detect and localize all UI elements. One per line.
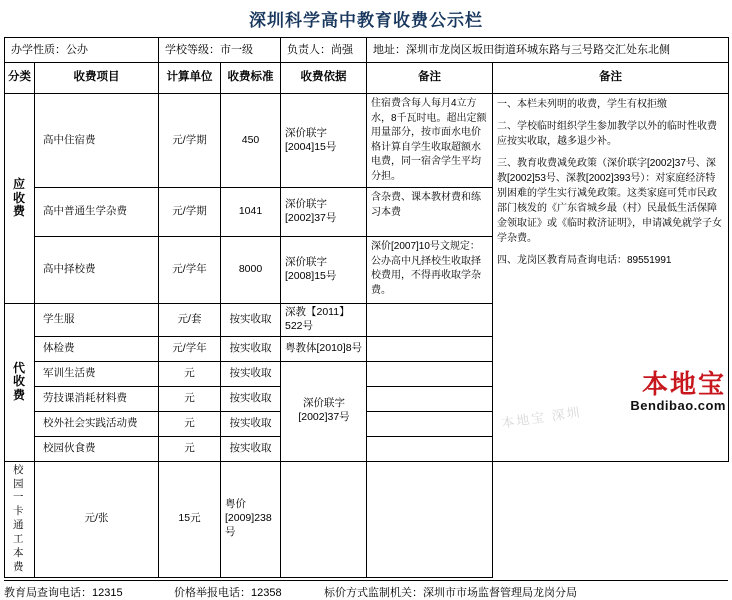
school-level-label: 学校等级： xyxy=(165,43,220,56)
footer-inquiry-phone: 教育局查询电话：12315 xyxy=(4,586,123,599)
header-remark-left: 备注 xyxy=(367,63,493,94)
principal-value: 尚强 xyxy=(331,43,353,56)
page-title: 深圳科学高中教育收费公示栏 xyxy=(249,11,483,30)
watermark-en: Bendibao.com xyxy=(630,398,726,414)
fee-unit: 元/套 xyxy=(159,304,221,337)
fee-remark xyxy=(367,386,493,411)
footer-bar xyxy=(4,580,728,600)
footer-supervisor: 标价方式监制机关：深圳市市场监督管理局龙岗分局 xyxy=(324,586,577,599)
fee-standard: 450 xyxy=(221,94,281,188)
address-cell xyxy=(367,38,729,63)
fee-item-name: 校园一卡通工本费 xyxy=(5,461,35,577)
fee-basis: 深价联字[2008]15号 xyxy=(281,237,367,304)
fee-unit: 元 xyxy=(159,436,221,461)
fee-disclosure-table xyxy=(4,37,729,578)
fee-standard: 按实收取 xyxy=(221,386,281,411)
fee-standard: 按实收取 xyxy=(221,361,281,386)
fee-standard: 1041 xyxy=(221,188,281,237)
fee-item-name: 校外社会实践活动费 xyxy=(35,411,159,436)
category-label: 代收费 xyxy=(12,360,26,403)
fee-basis: 深教【2011】522号 xyxy=(281,304,367,337)
fee-item-name: 高中住宿费 xyxy=(35,94,159,188)
fee-basis: 粤价[2009]238号 xyxy=(221,461,281,577)
fee-item-name: 高中择校费 xyxy=(35,237,159,304)
fee-unit: 元/学期 xyxy=(159,188,221,237)
note-item: 一、本栏未列明的收费，学生有权拒缴 xyxy=(497,99,667,110)
fee-item-name: 军训生活费 xyxy=(35,361,159,386)
fee-standard: 8000 xyxy=(221,237,281,304)
fee-standard: 按实收取 xyxy=(221,336,281,361)
fee-remark: 住宿费含每人每月4立方水，8千瓦时电。超出定额用量部分，按市面水电价格计算自学生收取超额水电费，同一宿舍学生平均分担。 xyxy=(367,94,493,188)
notes-cell-spill xyxy=(367,461,493,577)
fee-item-name: 学生服 xyxy=(35,304,159,337)
address-label: 地址： xyxy=(373,43,406,56)
fee-unit: 元/学期 xyxy=(159,94,221,188)
fee-remark xyxy=(281,461,367,577)
fee-standard: 按实收取 xyxy=(221,304,281,337)
fee-item-name: 劳技课消耗材料费 xyxy=(35,386,159,411)
fee-basis: 深价联字[2004]15号 xyxy=(281,94,367,188)
note-item: 三、教育收费减免政策（深价联字[2002]37号、深教[2002]53号、深教[2002]393号）：对家庭经济特别困难的学生实行减免政策。这类家庭可凭市民政部门核发的《广东省城乡最（村）民最低生活保障金领取证》或《临时救济证明》，申请减免就学子女学杂费。 xyxy=(497,158,722,244)
school-nature-label: 办学性质： xyxy=(11,43,66,56)
fee-standard: 按实收取 xyxy=(221,411,281,436)
table-header-row xyxy=(5,63,729,94)
fee-item-name: 高中普通生学杂费 xyxy=(35,188,159,237)
school-nature-value: 公办 xyxy=(66,43,88,56)
school-info-row xyxy=(5,38,729,63)
school-level-value: 市一级 xyxy=(220,43,253,56)
fee-remark xyxy=(367,336,493,361)
header-unit: 计算单位 xyxy=(159,63,221,94)
principal-cell xyxy=(281,38,367,63)
fee-item-name: 校园伙食费 xyxy=(35,436,159,461)
school-nature-cell xyxy=(5,38,159,63)
header-standard: 收费标准 xyxy=(221,63,281,94)
header-category: 分类 xyxy=(5,63,35,94)
fee-unit: 元 xyxy=(159,361,221,386)
principal-label: 负责人： xyxy=(287,43,331,56)
note-item: 四、龙岗区教育局查询电话：89551991 xyxy=(497,255,672,266)
category-label: 应收费 xyxy=(12,176,26,219)
fee-unit: 元/学年 xyxy=(159,237,221,304)
note-item: 二、学校临时组织学生参加教学以外的临时性收费应按实收取，越多退少补。 xyxy=(497,121,717,147)
header-basis: 收费依据 xyxy=(281,63,367,94)
school-level-cell xyxy=(159,38,281,63)
address-value: 深圳市龙岗区坂田街道环城东路与三号路交汇处东北侧 xyxy=(406,43,670,56)
fee-unit: 元/张 xyxy=(35,461,159,577)
watermark-ghost: 本地宝 深圳 xyxy=(500,404,583,431)
footer-complaint-phone: 价格举报电话：12358 xyxy=(174,586,282,599)
fee-remark xyxy=(367,436,493,461)
fee-basis: 深价联字[2002]37号 xyxy=(281,361,367,461)
fee-standard: 按实收取 xyxy=(221,436,281,461)
fee-unit: 元 xyxy=(159,386,221,411)
fee-item-name: 体检费 xyxy=(35,336,159,361)
category-required-fees xyxy=(5,94,35,304)
watermark-cn: 本地宝 xyxy=(641,369,726,400)
table-row xyxy=(5,94,729,188)
table-row xyxy=(5,461,729,577)
fee-remark: 含杂费、课本教材费和练习本费 xyxy=(367,188,493,237)
fee-remark xyxy=(367,361,493,386)
category-collected-fees xyxy=(5,304,35,462)
header-fee-item: 收费项目 xyxy=(35,63,159,94)
fee-remark xyxy=(367,304,493,337)
fee-unit: 元/学年 xyxy=(159,336,221,361)
fee-basis: 深价联字[2002]37号 xyxy=(281,188,367,237)
fee-basis: 粤教体[2010]8号 xyxy=(281,336,367,361)
notes-cell xyxy=(493,94,729,462)
fee-remark xyxy=(367,411,493,436)
header-remark-right: 备注 xyxy=(493,63,729,94)
fee-standard: 15元 xyxy=(159,461,221,577)
fee-remark: 深价[2007]10号文规定：公办高中凡择校生收取择校费用，不得再收取学杂费。 xyxy=(367,237,493,304)
fee-unit: 元 xyxy=(159,411,221,436)
